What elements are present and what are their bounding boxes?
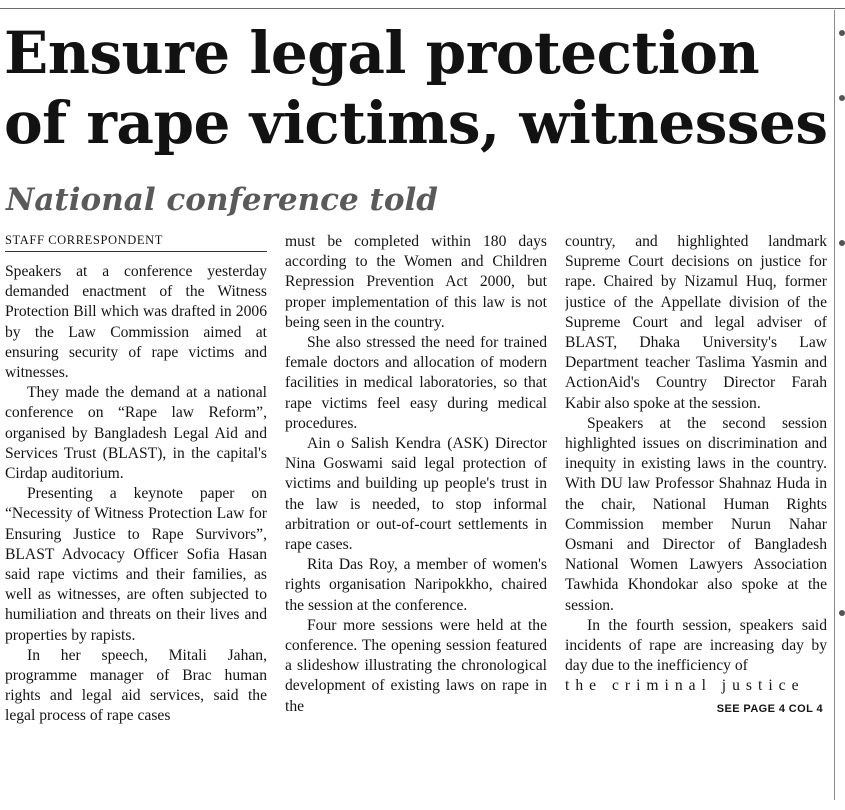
- top-rule: [0, 8, 845, 9]
- paragraph: country, and highlighted landmark Supreme Court decisions on justice for rape. Chaired by Nizamul Huq, former justice of the Appellate division of the Supreme Court and legal adviser of BLAST, Dhaka University's Law Department teacher Taslima Yasmin and ActionAid's Country Director Farah Kabir also spoke at the session.: [565, 233, 827, 412]
- paragraph: must be completed within 180 days according to the Women and Children Repression Prevention Act 2000, but proper implementation of this law is not being seen in the country.: [285, 233, 547, 331]
- paragraph: In the fourth session, speakers said incidents of rape are increasing day by day due to the inefficiency of: [565, 616, 827, 675]
- headline: Ensure legal protection of rape victims, witnesses: [4, 19, 828, 157]
- paragraph: In her speech, Mitali Jahan, programme manager of Brac human rights and legal aid services, said the legal process of rape cases: [5, 646, 267, 725]
- edge-mark: [839, 240, 845, 246]
- edge-mark: [839, 30, 845, 36]
- column-2: [285, 232, 547, 800]
- column-divider-rule: [834, 10, 835, 800]
- paragraph: She also stressed the need for trained female doctors and allocation of modern facilities in medical laboratories, so that rape victims feel easy during medical procedures.: [285, 334, 547, 432]
- continuation-note[interactable]: SEE PAGE 4 COL 4: [716, 702, 823, 715]
- paragraph: Speakers at the second session highlighted issues on discrimination and inequity in existing laws in the country. With DU law Professor Shahnaz Huda in the chair, National Human Rights Commission member Nurun Nahar Osmani and Director of Bangladesh National Women Lawyers Association Tawhida Khondokar also spoke at the session.: [565, 414, 827, 614]
- column-3: [565, 232, 827, 800]
- paragraph: Four more sessions were held at the conference. The opening session featured a slideshow illustrating the chronological development of existing laws on rape in the: [285, 616, 547, 715]
- edge-mark: [839, 610, 845, 616]
- paragraph: They made the demand at a national conference on “Rape law Reform”, organised by Bangladesh Legal Aid and Services Trust (BLAST), in the capital's Cirdap auditorium.: [5, 384, 267, 483]
- column-1: [5, 232, 267, 800]
- paragraph: Speakers at a conference yesterday demanded enactment of the Witness Protection Bill which was drafted in 2006 by the Law Commission aimed at ensuring security of rape victims and witnesses.: [5, 263, 267, 382]
- byline: STAFF CORRESPONDENT: [5, 232, 267, 252]
- paragraph: the criminal justice: [565, 677, 805, 695]
- paragraph: Presenting a keynote paper on “Necessity of Witness Protection Law for Ensuring Justice to Rape Survivors”, BLAST Advocacy Officer Sofia Hasan said rape victims and their families, as well as witnesses, are often subjected to humiliation and threats on their lives and properties by rapists.: [5, 485, 267, 644]
- edge-mark: [839, 95, 845, 101]
- paragraph: Ain o Salish Kendra (ASK) Director Nina Goswami said legal protection of victims and building up people's trust in the law is needed, to stop informal arbitration or out-of-court settlements in rape cases.: [285, 435, 547, 554]
- subhead: National conference told: [6, 182, 438, 218]
- paragraph: Rita Das Roy, a member of women's rights organisation Naripokkho, chaired the session at the conference.: [285, 556, 547, 614]
